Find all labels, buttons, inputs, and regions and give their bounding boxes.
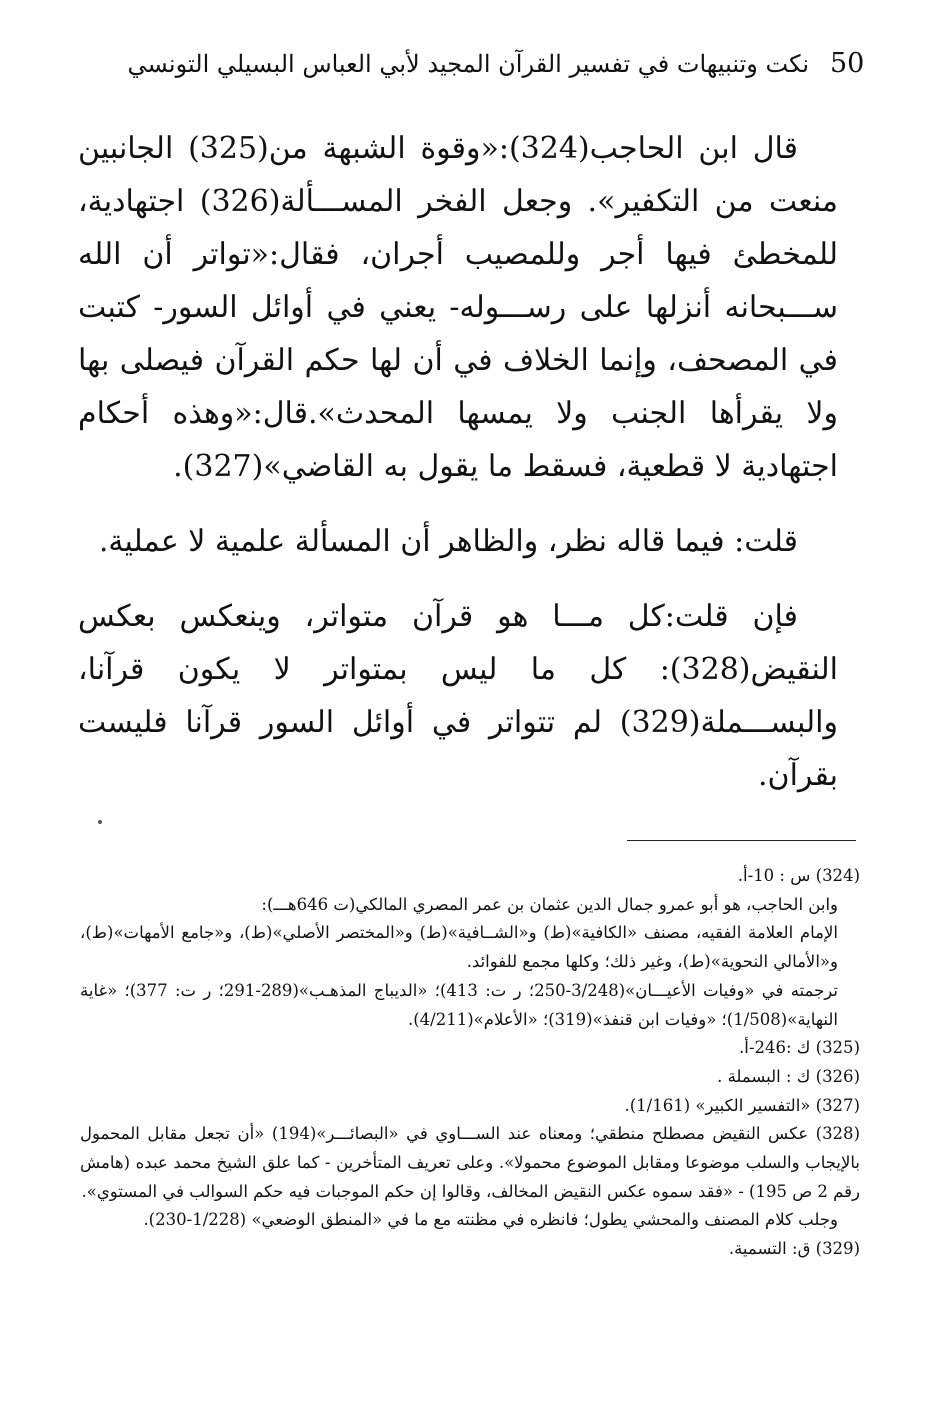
footnote-324-line-4: ترجمته في «وفيات الأعيـــان»(3/248-250؛ ر ت: 413)؛ «الديباج المذهـب»(289-291؛ ر ت: 377)؛ «غاية النهاية»(1/508)؛ «وفيات ابن قنفذ»(319)؛ «الأعلام»(4/211). xyxy=(80,980,838,1029)
footnote-328: (328) عكس النقيض مصطلح منطقي؛ ومعناه عند الســـاوي في «البصائـــر»(194) «أن تجعل مقابل المحمول بالإيجاب والسلب موضوعا ومقابل الموضوع محمولا». وعلى تعريف المتأخرين - كما علق الشيخ محمد عبده (هامش رقم 2 ص 195) - «فقد سموه عكس النقيض المخالف، وقالوا إن حكم الموجبات فيه حكم السوالب في المستوي». xyxy=(80,1124,860,1201)
footnote-326: (326) ك : البسملة . xyxy=(717,1066,860,1086)
footnote-327: (327) «التفسير الكبير» (1/161). xyxy=(624,1095,860,1115)
stray-dot xyxy=(98,820,102,824)
footnote-324-line-2: وابن الحاجب، هو أبو عمرو جمال الدين عثمان بن عمر المصري المالكي(ت 646هـــ): xyxy=(261,894,838,914)
footnote-324-line-3: الإمام العلامة الفقيه، مصنف «الكافية»(ط) و«الشــافية»(ط) و«المختصر الأصلي»(ط)، و«جامع الأمهات»(ط)، و«الأمالي النحوية»(ط)، وغير ذلك؛ وكلها مجمع للفوائد. xyxy=(80,923,838,972)
footnote-324: (324) س : 10-أ. xyxy=(737,866,860,885)
paragraph-1: قال ابن الحاجب(324):«وقوة الشبهة من(325) الجانبين منعت من التكفير». وجعل الفخر المســـألة(326) اجتهادية، للمخطئ فيها أجر وللمصيب أجران، فقال:«تواتر أن الله ســـبحانه أنزلها على رســـوله- يعني في أوائل السور- كتبت في المصحف، وإنما الخلاف في أن لها حكم القرآن فيصلى بها ولا يقرأها الجنب ولا يمسها المحدث».قال:«وهذه أحكام اجتهادية لا قطعية، فسقط ما يقول به القاضي»(327). xyxy=(78,131,838,484)
footnote-329: (329) ق: التسمية. xyxy=(728,1239,860,1259)
footnote-325: (325) ك :246-أ. xyxy=(739,1038,860,1058)
paragraph-2: قلت: فيما قاله نظر، والظاهر أن المسألة علمية لا عملية. xyxy=(98,524,798,559)
footnote-separator xyxy=(627,840,856,841)
paragraph-3: فإن قلت:كل مـــا هو قرآن متواتر، وينعكس بعكس النقيض(328): كل ما ليس بمتواتر لا يكون قرآنا، والبســـملة(329) لم تتواتر في أوائل السور قرآنا فليست بقرآن. xyxy=(78,599,838,793)
main-text xyxy=(78,122,838,824)
footnotes xyxy=(80,862,860,1264)
footnote-328-line-2: وجلب كلام المصنف والمحشي يطول؛ فانظره في مظنته مع ما في «المنطق الوضعي» (1/228-230). xyxy=(143,1210,838,1230)
page-number: 50 xyxy=(830,48,865,79)
running-header: نكت وتنبيهات في تفسير القرآن المجيد لأبي العباس البسيلي التونسي xyxy=(127,50,809,78)
